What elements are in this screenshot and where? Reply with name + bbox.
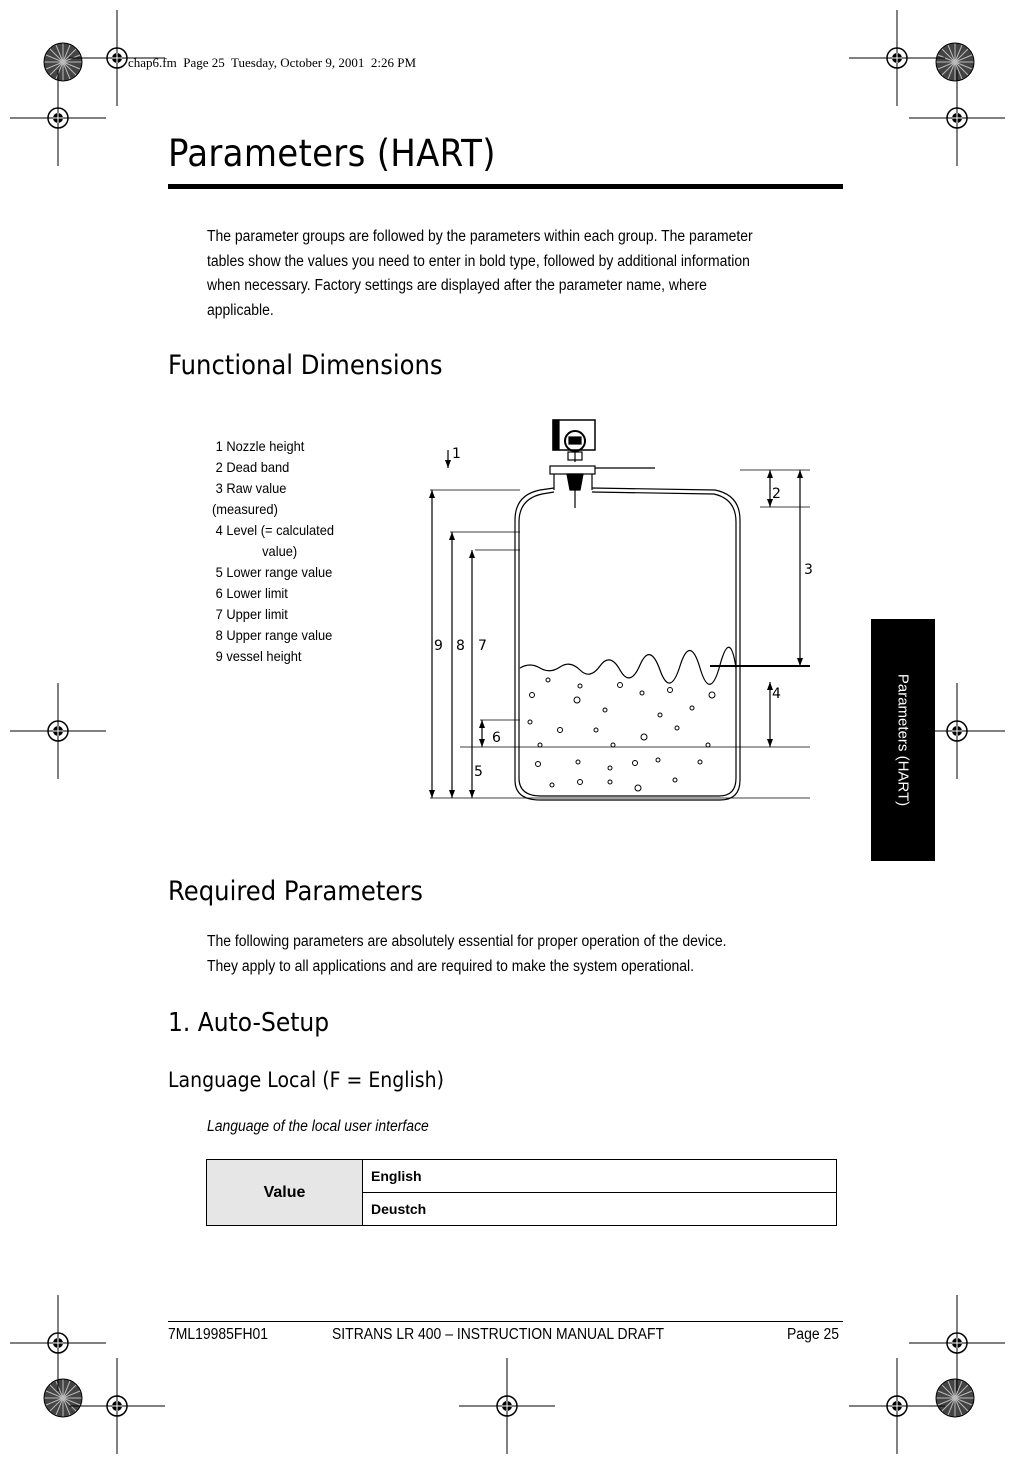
legend-item: 9 vessel height xyxy=(212,648,302,664)
legend-item: 3 Raw value xyxy=(212,480,287,496)
paragraph-line: They apply to all applications and are required to make the system operational. xyxy=(207,957,694,975)
diagram-number-4: 4 xyxy=(772,686,781,702)
legend-item: 2 Dead band xyxy=(212,459,290,475)
diagram-number-3: 3 xyxy=(804,562,813,578)
frame-header: chap6.fm Page 25 Tuesday, October 9, 2001 2:26 PM xyxy=(128,55,417,70)
intro-line: when necessary. Factory settings are displayed after the parameter name, where xyxy=(207,277,707,294)
value-header: Value xyxy=(207,1160,363,1226)
title-rule xyxy=(168,184,843,189)
footer-page-number: Page 25 xyxy=(787,1326,839,1343)
page-title: Parameters (HART) xyxy=(168,132,496,175)
footer-rule xyxy=(168,1321,843,1322)
intro-line: applicable. xyxy=(207,301,274,319)
required-parameters-heading: Required Parameters xyxy=(168,876,423,907)
footer-manual-title: SITRANS LR 400 – INSTRUCTION MANUAL DRAFT xyxy=(332,1326,665,1343)
legend-item: 6 Lower limit xyxy=(212,585,288,601)
diagram-legend xyxy=(212,436,334,667)
side-tab-label: Parameters (HART) xyxy=(894,673,912,807)
legend-item: 4 Level (= calculated xyxy=(212,522,335,538)
vessel-outline xyxy=(515,488,740,800)
value-table xyxy=(206,1159,837,1226)
legend-item: 1 Nozzle height xyxy=(212,438,305,454)
legend-item: 7 Upper limit xyxy=(212,606,288,622)
language-local-heading: Language Local (F = English) xyxy=(168,1068,444,1092)
legend-item: 5 Lower range value xyxy=(212,564,333,580)
diagram-number-6: 6 xyxy=(492,730,501,746)
diagram-number-7: 7 xyxy=(478,638,487,654)
diagram-number-5: 5 xyxy=(474,764,483,780)
diagram-number-2: 2 xyxy=(772,486,781,502)
paragraph-line: The following parameters are absolutely essential for proper operation of the device. xyxy=(207,933,727,950)
footer-doc-number: 7ML19985FH01 xyxy=(168,1326,269,1343)
legend-item: value) xyxy=(212,543,298,559)
intro-line: The parameter groups are followed by the parameters within each group. The parameter xyxy=(207,228,753,245)
intro-line: tables show the values you need to enter in bold type, followed by additional information xyxy=(207,252,750,270)
functional-dimensions-heading: Functional Dimensions xyxy=(168,350,443,381)
side-tab xyxy=(871,619,935,861)
flange xyxy=(550,466,595,474)
vessel-diagram xyxy=(420,410,820,810)
legend-item: (measured) xyxy=(212,501,278,517)
value-option-english: English xyxy=(363,1160,837,1193)
value-option-deustch: Deustch xyxy=(363,1193,837,1226)
diagram-number-9: 9 xyxy=(434,638,443,654)
required-parameters-paragraph xyxy=(207,930,727,979)
liquid-surface xyxy=(520,647,736,684)
diagram-number-1: 1 xyxy=(452,446,461,462)
language-caption: Language of the local user interface xyxy=(207,1118,429,1135)
legend-item: 8 Upper range value xyxy=(212,627,333,643)
auto-setup-heading: 1. Auto-Setup xyxy=(168,1008,330,1038)
intro-paragraph xyxy=(207,225,753,323)
diagram-number-8: 8 xyxy=(456,638,465,654)
